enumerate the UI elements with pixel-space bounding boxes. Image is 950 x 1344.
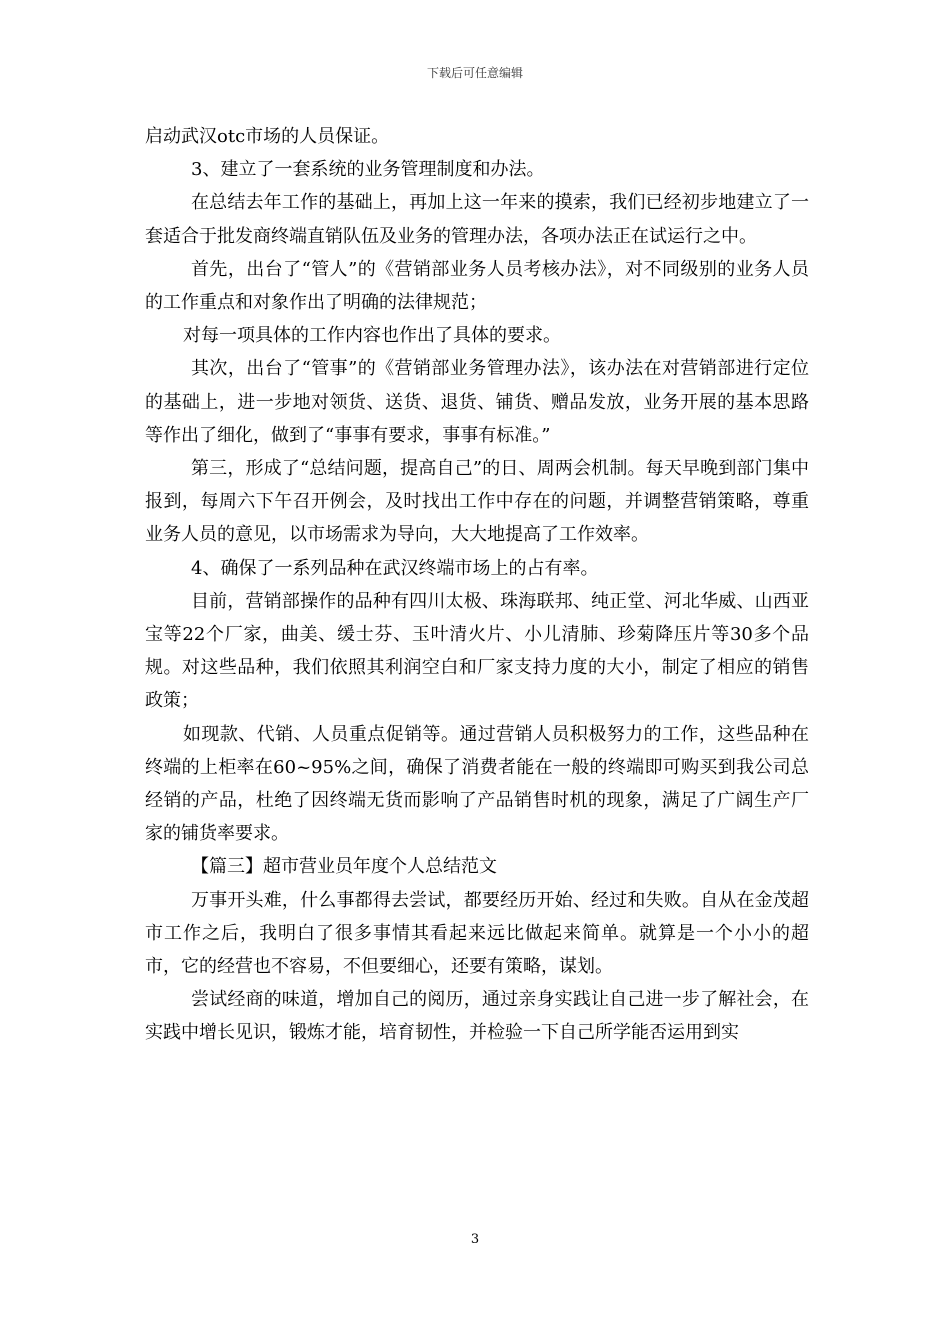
- document-body: [145, 120, 809, 1050]
- paragraph: 首先，出台了“管人”的《营销部业务人员考核办法》，对不同级别的业务人员的工作重点和对象作出了明确的法律规范；: [145, 258, 809, 314]
- paragraph: 万事开头难，什么事都得去尝试，都要经历开始、经过和失败。自从在金茂超市工作之后，我明白了很多事情其看起来远比做起来简单。就算是一个小小的超市，它的经营也不容易，不但要细心，还要有策略，谋划。: [145, 889, 809, 978]
- section-heading: 【篇三】超市营业员年度个人总结范文: [191, 856, 497, 878]
- paragraph: 4、确保了一系列品种在武汉终端市场上的占有率。: [191, 557, 599, 579]
- paragraph: 如现款、代销、人员重点促销等。通过营销人员积极努力的工作，这些品种在终端的上柜率在60~95%之间，确保了消费者能在一般的终端即可购买到我公司总经销的产品，杜绝了因终端无货而影响了产品销售时机的现象，满足了广阔生产厂家的铺货率要求。: [145, 723, 809, 845]
- paragraph: 启动武汉otc市场的人员保证。: [145, 126, 390, 147]
- paragraph: 尝试经商的味道，增加自己的阅历，通过亲身实践让自己进一步了解社会，在实践中增长见识，锻炼才能，培育韧性，并检验一下自己所学能否运用到实: [145, 989, 809, 1044]
- paragraph: 3、建立了一套系统的业务管理制度和办法。: [191, 159, 545, 181]
- paragraph: 对每一项具体的工作内容也作出了具体的要求。: [183, 325, 561, 347]
- paragraph: 在总结去年工作的基础上，再加上这一年来的摸索，我们已经初步地建立了一套适合于批发商终端直销队伍及业务的管理办法，各项办法正在试运行之中。: [145, 192, 809, 247]
- paragraph: 目前，营销部操作的品种有四川太极、珠海联邦、纯正堂、河北华威、山西亚宝等22个厂家，曲美、缓士芬、玉叶清火片、小儿清肺、珍菊降压片等30多个品规。对这些品种，我们依照其利润空白和厂家支持力度的大小，制定了相应的销售政策；: [145, 590, 809, 712]
- page-header: 下载后可任意编辑: [426, 66, 523, 80]
- page-number: 3: [470, 1232, 480, 1247]
- paragraph: 其次，出台了“管事”的《营销部业务管理办法》，该办法在对营销部进行定位的基础上，进一步地对领货、送货、退货、铺货、赠品发放，业务开展的基本思路等作出了细化，做到了“事事有要求，事事有标准。”: [145, 358, 809, 446]
- paragraph: 第三，形成了“总结问题，提高自己”的日、周两会机制。每天早晚到部门集中报到，每周六下午召开例会，及时找出工作中存在的问题，并调整营销策略，尊重业务人员的意见，以市场需求为导向，大大地提高了工作效率。: [145, 458, 809, 546]
